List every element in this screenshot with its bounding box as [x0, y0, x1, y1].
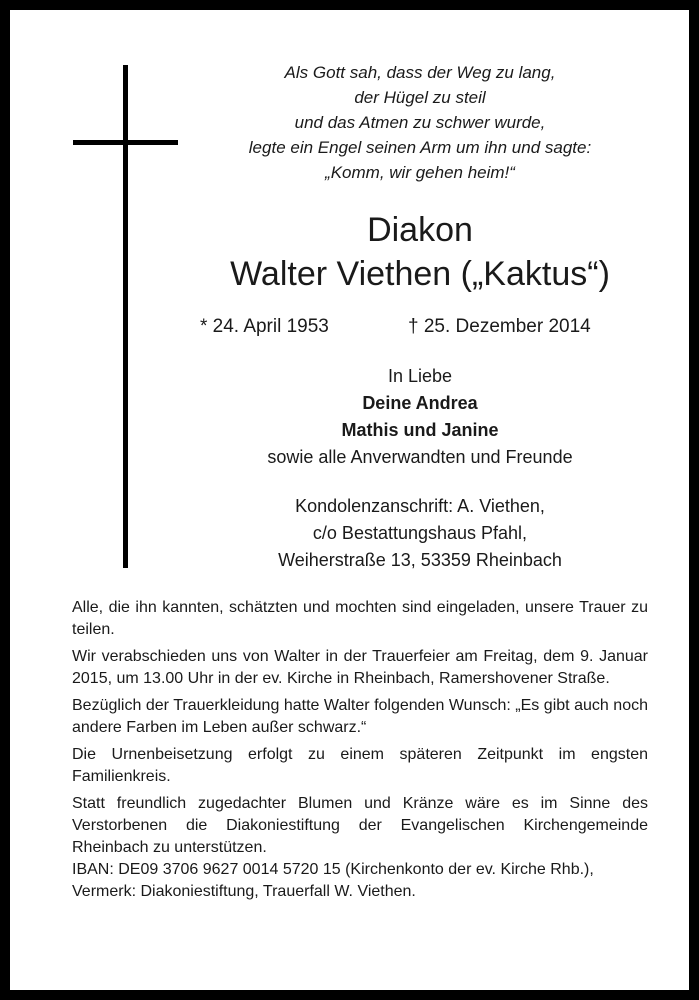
paragraph-urn: Die Urnenbeisetzung erfolgt zu einem späteren Zeitpunkt im engsten Familienkreis.: [72, 746, 648, 785]
poem: [160, 60, 680, 185]
address-line: Weiherstraße 13, 53359 Rheinbach: [278, 550, 562, 570]
poem-line: und das Atmen zu schwer wurde,: [294, 113, 546, 132]
paragraph-clothing: Bezüglich der Trauerkleidung hatte Walter folgenden Wunsch: „Es gibt auch noch andere Farben im Leben außer schwarz.“: [72, 697, 648, 736]
paragraph-iban: IBAN: DE09 3706 9627 0014 5720 15 (Kirchenkonto der ev. Kirche Rhb.), Vermerk: Diakoniestiftung, Trauerfall W. Viethen.: [72, 861, 594, 900]
deceased-heading: [160, 208, 680, 296]
mourners: [160, 363, 680, 471]
condolence-address: [160, 493, 680, 574]
paragraph-donation: Statt freundlich zugedachter Blumen und Kränze wäre es im Sinne des Verstorbenen die Diakoniestiftung der Evangelischen Kirchengemeinde Rheinbach zu unterstützen.: [72, 795, 648, 856]
poem-line: „Komm, wir gehen heim!“: [325, 163, 515, 182]
notice-body: [72, 597, 648, 903]
deceased-name: Walter Viethen („Kaktus“): [230, 255, 610, 293]
mourner-name: Deine Andrea: [362, 393, 478, 413]
poem-line: der Hügel zu steil: [354, 88, 486, 107]
mourners-others: sowie alle Anverwandten und Freunde: [267, 447, 573, 467]
mourner-name: Mathis und Janine: [341, 420, 499, 440]
death-date: † 25. Dezember 2014: [408, 316, 591, 337]
paragraph-funeral: Wir verabschieden uns von Walter in der Trauerfeier am Freitag, dem 9. Januar 2015, um 13.00 Uhr in der ev. Kirche in Rheinbach, Ramershovener Straße.: [72, 648, 648, 687]
address-line: c/o Bestattungshaus Pfahl,: [312, 523, 528, 543]
poem-line: Als Gott sah, dass der Weg zu lang,: [284, 63, 556, 82]
address-line: Kondolenzanschrift: A. Viethen,: [295, 496, 545, 516]
paragraph-invitation: Alle, die ihn kannten, schätzten und mochten sind eingeladen, unsere Trauer zu teilen.: [72, 599, 648, 638]
deceased-title: Diakon: [367, 211, 473, 249]
birth-date: * 24. April 1953: [200, 316, 329, 337]
mourners-intro: In Liebe: [387, 366, 453, 386]
poem-line: legte ein Engel seinen Arm um ihn und sagte:: [248, 138, 592, 157]
